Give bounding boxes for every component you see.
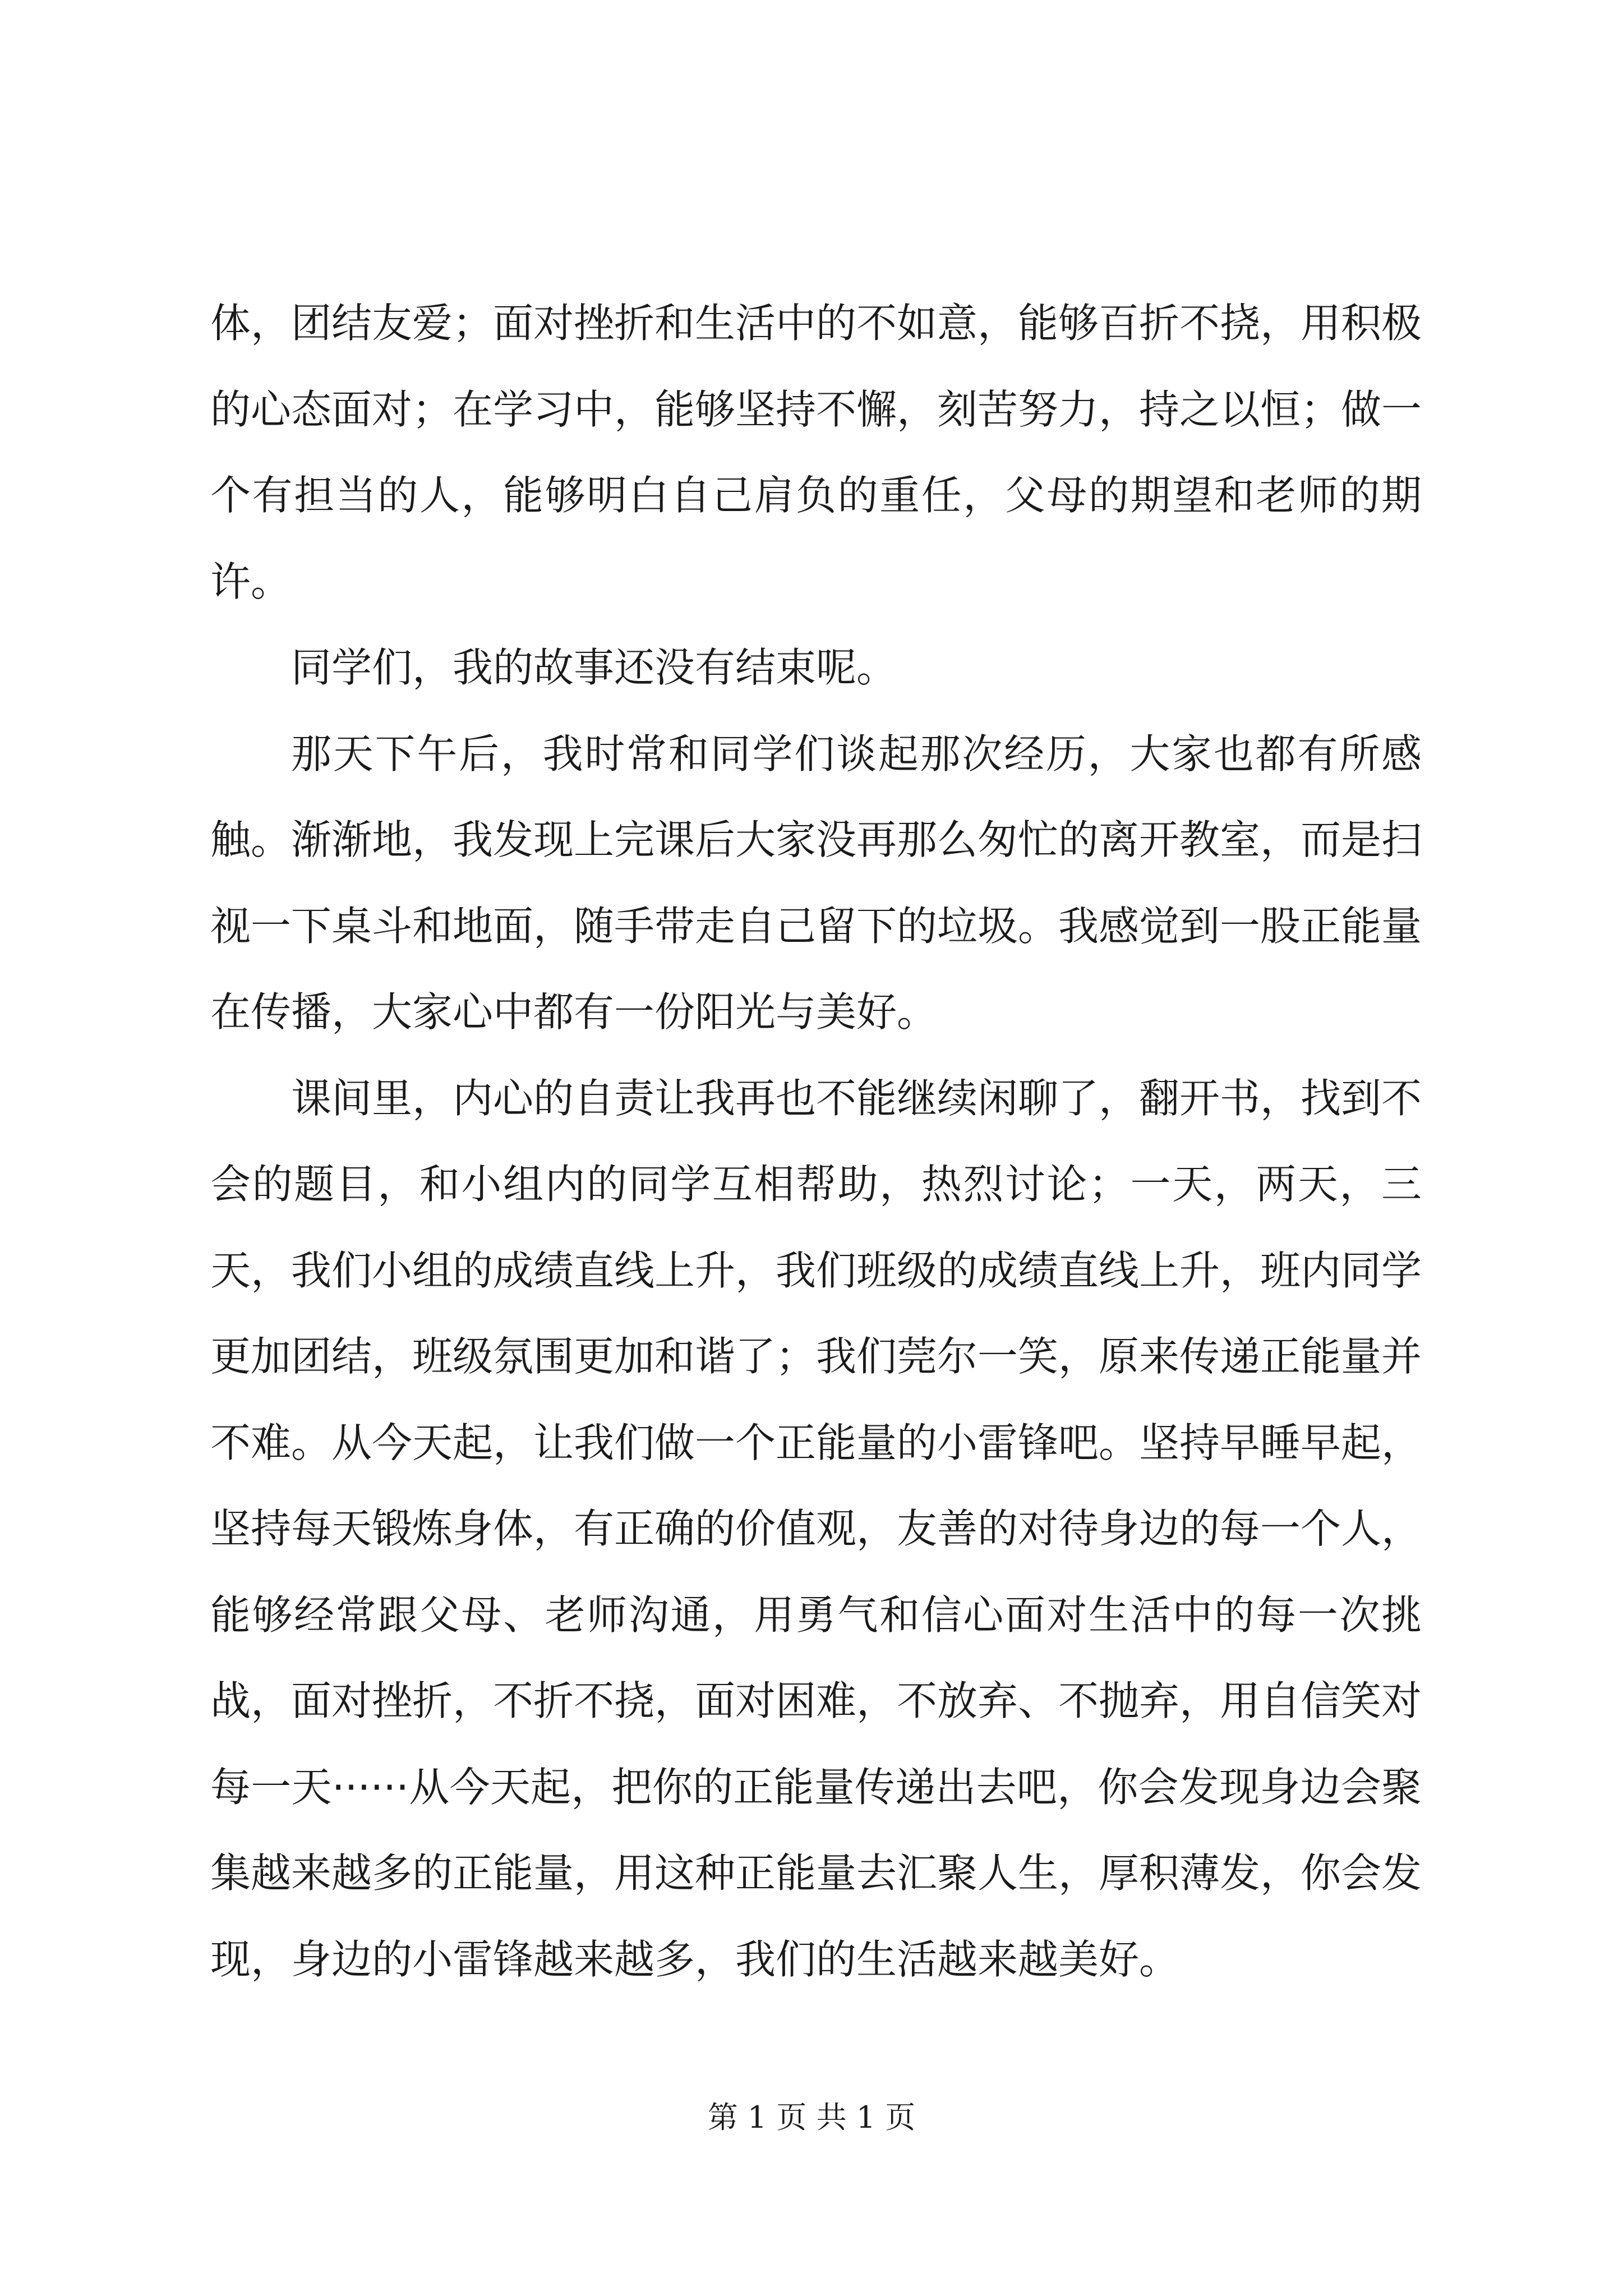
document-body <box>210 280 1422 2003</box>
page-footer: 第 1 页 共 1 页 <box>707 2100 916 2135</box>
paragraph-1: 体，团结友爱；面对挫折和生活中的不如意，能够百折不挠，用积极的心态面对；在学习中，能够坚持不懈，刻苦努力，持之以恒；做一个有担当的人，能够明白自己肩负的重任，父母的期望和老师的期许。 <box>210 300 1422 605</box>
paragraph-2: 同学们，我的故事还没有结束呢。 <box>291 644 897 691</box>
paragraph-3: 那天下午后，我时常和同学们谈起那次经历，大家也都有所感触。渐渐地，我发现上完课后大家没再那么匆忙的离开教室，而是扫视一下桌斗和地面，随手带走自己留下的垃圾。我感觉到一股正能量在传播，大家心中都有一份阳光与美好。 <box>210 730 1422 1036</box>
paragraph-4: 课间里，内心的自责让我再也不能继续闲聊了，翻开书，找到不会的题目，和小组内的同学互相帮助，热烈讨论；一天，两天，三天，我们小组的成绩直线上升，我们班级的成绩直线上升，班内同学更加团结，班级氛围更加和谐了；我们莞尔一笑，原来传递正能量并不难。从今天起，让我们做一个正能量的小雷锋吧。坚持早睡早起，坚持每天锻炼身体，有正确的价值观，友善的对待身边的每一个人，能够经常跟父母、老师沟通，用勇气和信心面对生活中的每一次挑战，面对挫折，不折不挠，面对困难，不放弃、不抛弃，用自信笑对每一天······从今天起，把你的正能量传递出去吧，你会发现身边会聚集越来越多的正能量，用这种正能量去汇聚人生，厚积薄发，你会发现，身边的小雷锋越来越多，我们的生活越来越美好。 <box>210 1074 1422 1983</box>
